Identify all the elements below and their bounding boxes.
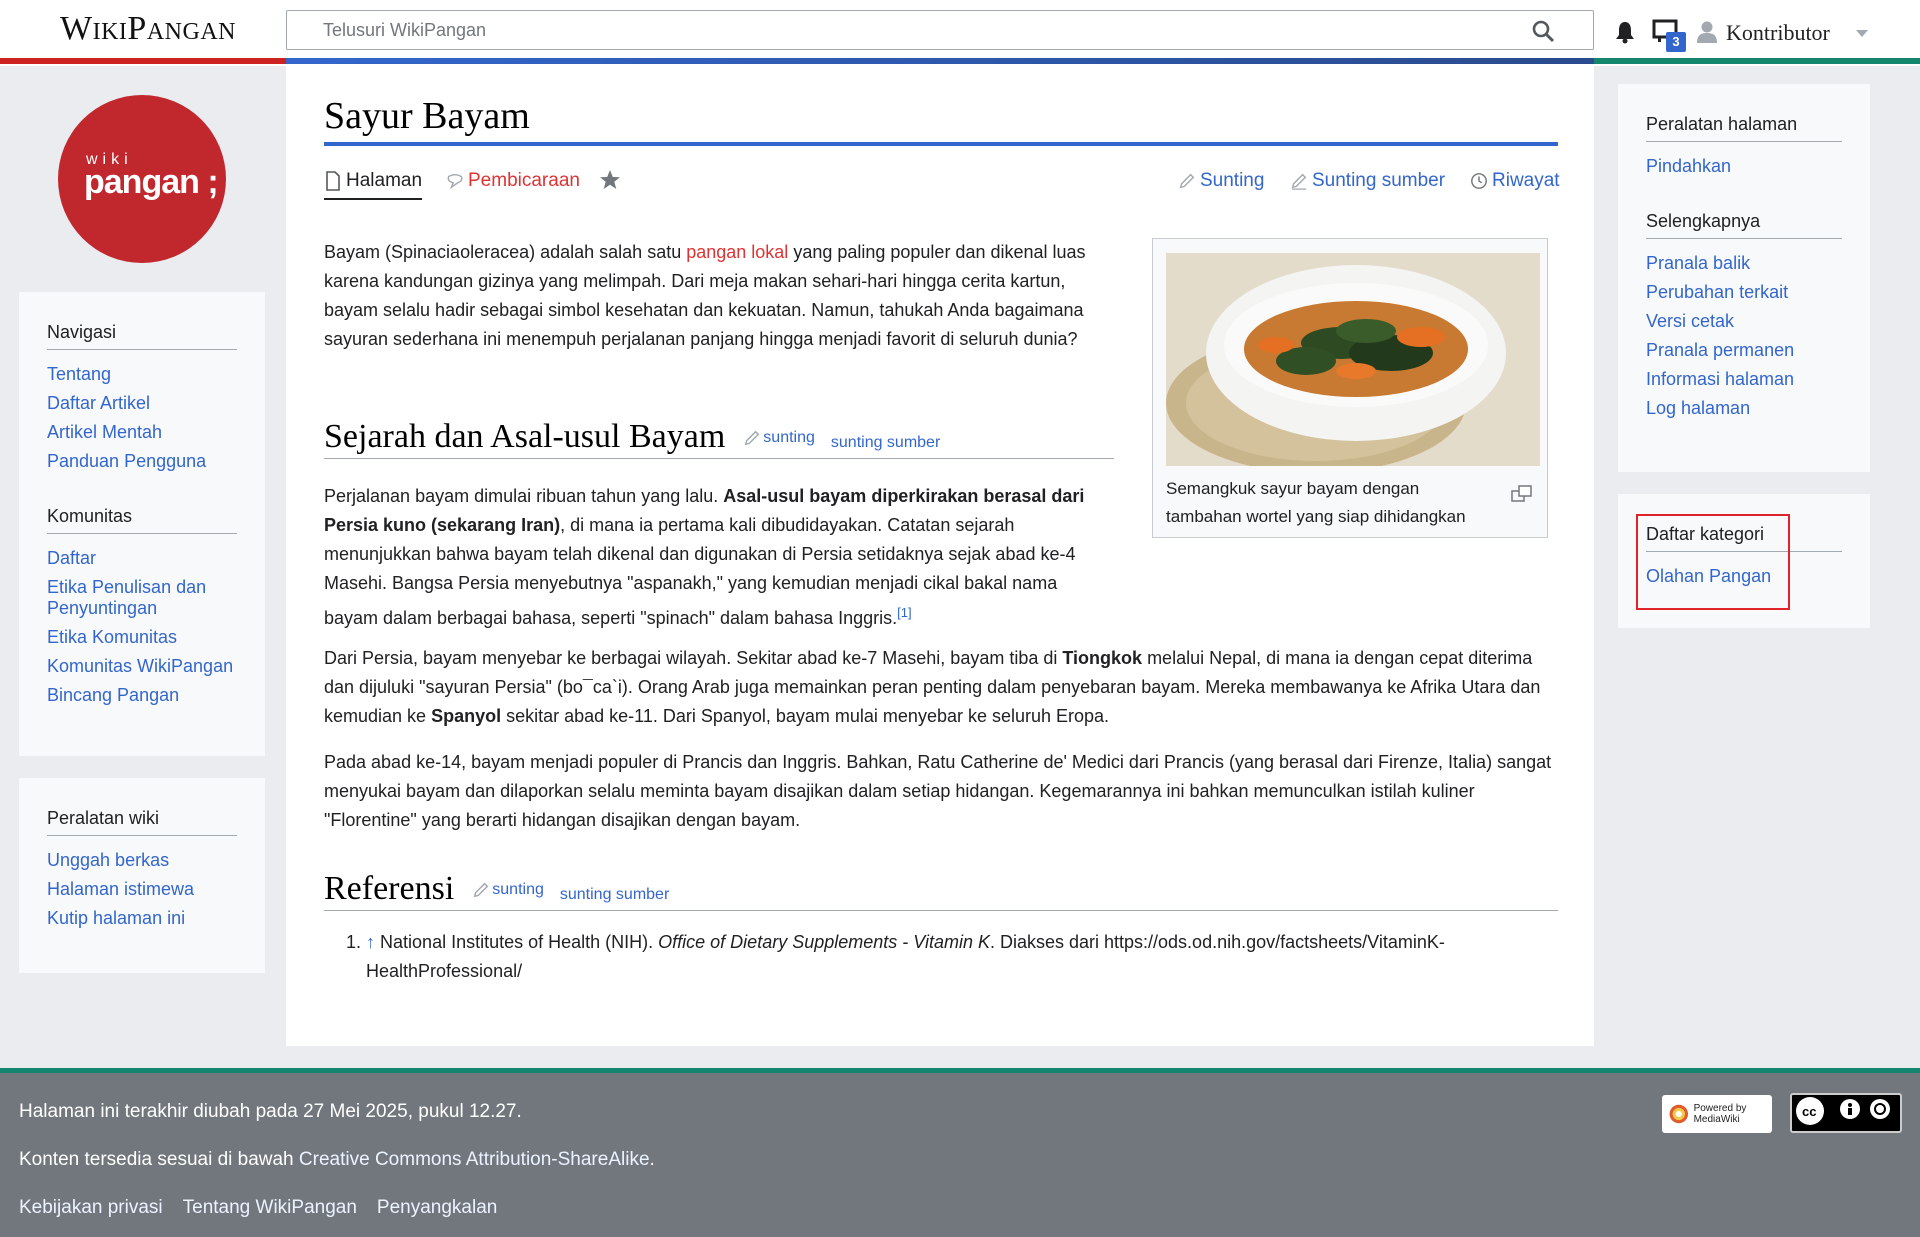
bold-text: Tiongkok (1062, 648, 1143, 668)
tab-talk[interactable] (446, 170, 580, 192)
tab-talk-label: Pembicaraan (468, 170, 580, 191)
footer-last-modified: Halaman ini terakhir diubah pada 27 Mei 2025, pukul 12.27. (19, 1101, 522, 1122)
sidebar-wiki-tools-item[interactable]: Halaman istimewa (47, 879, 195, 899)
tab-page[interactable] (324, 170, 422, 200)
pencil-icon (472, 881, 490, 899)
thumbnail-figure (1152, 238, 1548, 538)
star-icon[interactable] (598, 168, 622, 192)
user-avatar-icon[interactable] (1696, 20, 1718, 44)
footer-links (19, 1197, 497, 1219)
left-sidebar-panel (19, 292, 265, 756)
pencil-icon (743, 429, 761, 447)
section-heading-sejarah (324, 418, 1114, 459)
site-logo[interactable] (58, 95, 226, 263)
logo-text-wiki: wiki (86, 151, 133, 168)
sidebar-community-item[interactable]: Bincang Pangan (47, 685, 180, 705)
text: sekitar abad ke-11. Dari Spanyol, bayam mulai menyebar ke seluruh Eropa. (501, 706, 1110, 726)
more-tools-item[interactable]: Versi cetak (1646, 311, 1735, 331)
section-heading-text: Sejarah dan Asal-usul Bayam (324, 418, 726, 455)
portal-peralatan-wiki (47, 808, 237, 929)
footer (0, 1068, 1920, 1237)
sidebar-nav-item[interactable]: Panduan Pengguna (47, 451, 207, 471)
more-tools-item[interactable]: Informasi halaman (1646, 369, 1795, 389)
mediawiki-flower-icon (1668, 1100, 1690, 1128)
bold-text: Spanyol (431, 706, 502, 726)
left-sidebar-tools-panel (19, 778, 265, 973)
section-edit-label: sunting (763, 429, 815, 446)
portal-list (1646, 253, 1842, 419)
logo-text-pangan: pangan ; (84, 163, 218, 201)
sidebar-nav-item[interactable]: Artikel Mentah (47, 422, 163, 442)
intro-text: Bayam (Spinaciaoleracea) adalah salah satu (324, 242, 687, 262)
reference-backlink[interactable]: ↑ (366, 932, 376, 952)
reference-number: 1. (346, 932, 362, 952)
section-heading-text: Referensi (324, 870, 455, 907)
sidebar-nav-item[interactable]: Daftar Artikel (47, 393, 151, 413)
reference-text: National Institutes of Health (NIH). (375, 932, 659, 952)
footer-link[interactable]: Penyangkalan (376, 1197, 498, 1218)
tab-page-label: Halaman (346, 170, 423, 191)
more-tools-item[interactable]: Pranala permanen (1646, 340, 1795, 360)
more-tools-item[interactable]: Log halaman (1646, 398, 1751, 418)
tab-edit-source-label: Sunting sumber (1312, 170, 1446, 191)
search-box[interactable] (286, 10, 1594, 50)
search-icon[interactable] (1531, 19, 1555, 43)
user-menu-label[interactable]: Kontributor (1726, 20, 1830, 45)
section-edit-link[interactable] (743, 429, 815, 447)
sidebar-wiki-tools-item[interactable]: Kutip halaman ini (47, 908, 186, 928)
link-pangan-lokal[interactable]: pangan lokal (686, 242, 789, 262)
footer-license-text: Konten tersedia sesuai di bawah (19, 1149, 299, 1170)
license-link[interactable]: Creative Commons Attribution-ShareAlike (298, 1149, 650, 1170)
section-heading-referensi (324, 870, 1558, 911)
portal-list (47, 364, 237, 472)
chevron-down-icon[interactable] (1856, 30, 1868, 38)
more-tools-item[interactable]: Pranala balik (1646, 253, 1751, 273)
portal-selengkapnya (1646, 211, 1842, 419)
sidebar-wiki-tools-item[interactable]: Unggah berkas (47, 850, 170, 870)
header (0, 0, 1920, 66)
category-link-item[interactable]: Olahan Pangan (1646, 566, 1772, 586)
intro-text: yang paling populer dan dikenal luas karena kandungan gizinya yang melimpah. Dari meja makan sehari-hari hingga cerita kartun, bayam selalu hadir sebagai simbol kesehatan dan kekuatan. Namun, tahukah Anda bagaimana sayuran sederhana ini menempuh perjalanan panjang hingga menjadi favorit di seluruh dunia? (324, 242, 1086, 349)
section-edit-link[interactable] (472, 881, 544, 899)
category-highlight-box (1636, 514, 1790, 610)
text: melalui Nepal, di mana ia dengan cepat diterima dan dijuluki "sayuran Persia" (bo¯ca`i). Orang Arab juga memainkan peran penting dalam penyebaran bayam. Mereka membawanya ke Afrika Utara dan kemudian ke (324, 648, 1541, 726)
notice-count-badge[interactable]: 3 (1666, 32, 1686, 52)
portal-title: Peralatan wiki (47, 808, 237, 836)
mediawiki-badge[interactable] (1662, 1095, 1772, 1133)
more-tools-item[interactable]: Perubahan terkait (1646, 282, 1789, 302)
cc-license-badge[interactable] (1790, 1093, 1902, 1133)
thumbnail-caption: Semangkuk sayur bayam dengan tambahan wortel yang siap dihidangkan (1166, 479, 1466, 526)
section-edit-label: sunting (492, 881, 544, 898)
sidebar-community-item[interactable]: Daftar (47, 548, 97, 568)
section-edit-source-link[interactable]: sunting sumber (830, 434, 941, 451)
portal-komunitas (47, 506, 237, 706)
speech-bubble-icon (446, 171, 464, 191)
header-bar-segment (286, 58, 1594, 64)
pencil-icon (1178, 171, 1196, 191)
portal-title: Peralatan halaman (1646, 114, 1842, 142)
enlarge-icon[interactable] (1511, 485, 1533, 503)
svg-text:cc: cc (1802, 1104, 1817, 1119)
reference-text: . Diakses dari https://ods.od.nih.gov/factsheets/VitaminK-HealthProfessional/ (366, 932, 1445, 981)
tab-history-label: Riwayat (1492, 170, 1560, 191)
portal-title: Selengkapnya (1646, 211, 1842, 239)
page-tools-item[interactable]: Pindahkan (1646, 156, 1732, 176)
mediawiki-badge-text: Powered by MediaWiki (1693, 1103, 1747, 1125)
tab-history[interactable] (1470, 170, 1560, 192)
text: Dari Persia, bayam menyebar ke berbagai wilayah. Sekitar abad ke-7 Masehi, bayam tiba di (324, 648, 1063, 668)
section-edit-source-link[interactable]: sunting sumber (559, 886, 670, 903)
paragraph (324, 644, 1558, 731)
tab-edit-source[interactable] (1290, 170, 1445, 192)
sidebar-community-item[interactable]: Etika Penulisan dan Penyuntingan (47, 577, 207, 618)
portal-title: Daftar kategori (1646, 524, 1842, 552)
portal-list (47, 850, 237, 929)
tab-edit[interactable] (1178, 170, 1264, 192)
header-bar-segment (0, 58, 286, 64)
portal-list (1646, 156, 1842, 177)
header-color-bar (0, 58, 1920, 64)
portal-title: Komunitas (47, 506, 237, 534)
tab-edit-label: Sunting (1200, 170, 1265, 191)
footer-license (19, 1149, 655, 1171)
spinach-soup-illustration (1166, 253, 1540, 466)
reference-item (346, 928, 1546, 986)
text: Perjalanan bayam dimulai ribuan tahun yang lalu. (324, 486, 724, 506)
pencil-source-icon (1290, 171, 1308, 191)
cc-by-sa-icon (1792, 1095, 1900, 1131)
portal-title: Navigasi (47, 322, 237, 350)
portal-navigasi (47, 322, 237, 472)
main-content (286, 66, 1594, 1046)
page-tools-panel (1618, 84, 1870, 472)
page-title: Sayur Bayam (324, 94, 1558, 146)
intro-paragraph (324, 238, 1124, 354)
footer-link[interactable]: Tentang WikiPangan (182, 1197, 357, 1218)
site-wordmark[interactable]: WikiPangan (60, 10, 236, 47)
paragraph (324, 482, 1114, 633)
clock-icon (1470, 171, 1488, 191)
page-icon (324, 171, 342, 191)
search-input[interactable] (287, 11, 1527, 49)
reference-link[interactable]: [1] (897, 605, 912, 620)
sidebar-community-item[interactable]: Komunitas WikiPangan (47, 656, 234, 676)
reference-title: Office of Dietary Supplements - Vitamin K (658, 932, 990, 952)
footer-license-text: . (649, 1149, 655, 1170)
text: , di mana ia pertama kali dibudidayakan. Catatan sejarah menunjukkan bahwa bayam telah dikenal dan digunakan di Persia setidaknya sejak abad ke-4 Masehi. Bangsa Persia menyebutnya "aspanakh," yang kemudian menjadi cikal bakal nama bayam dalam berbagai bahasa, seperti "spinach" dalam bahasa Inggris. (324, 515, 1076, 628)
footer-link[interactable]: Kebijakan privasi (19, 1197, 163, 1218)
portal-list (47, 548, 237, 706)
spinach-soup-image[interactable] (1166, 253, 1540, 466)
sidebar-community-item[interactable]: Etika Komunitas (47, 627, 178, 647)
header-bar-segment (1594, 58, 1920, 64)
portal-peralatan-halaman (1646, 114, 1842, 177)
sidebar-nav-item[interactable]: Tentang (47, 364, 112, 384)
bold-text: Asal-usul bayam diperkirakan berasal dari Persia kuno (sekarang Iran) (324, 486, 1085, 535)
bell-icon[interactable] (1614, 20, 1636, 44)
paragraph: Pada abad ke-14, bayam menjadi populer di Prancis dan Inggris. Bahkan, Ratu Catherine de' Medici dari Prancis (yang berasal dari Firenze, Italia) sangat menyukai bayam dan dilaporkan selalu meminta bayam disajikan dalam setiap hidangan. Kegemarannya ini bahkan memunculkan istilah kuliner "Florentine" yang berarti hidangan disajikan dengan bayam. (324, 752, 1552, 830)
